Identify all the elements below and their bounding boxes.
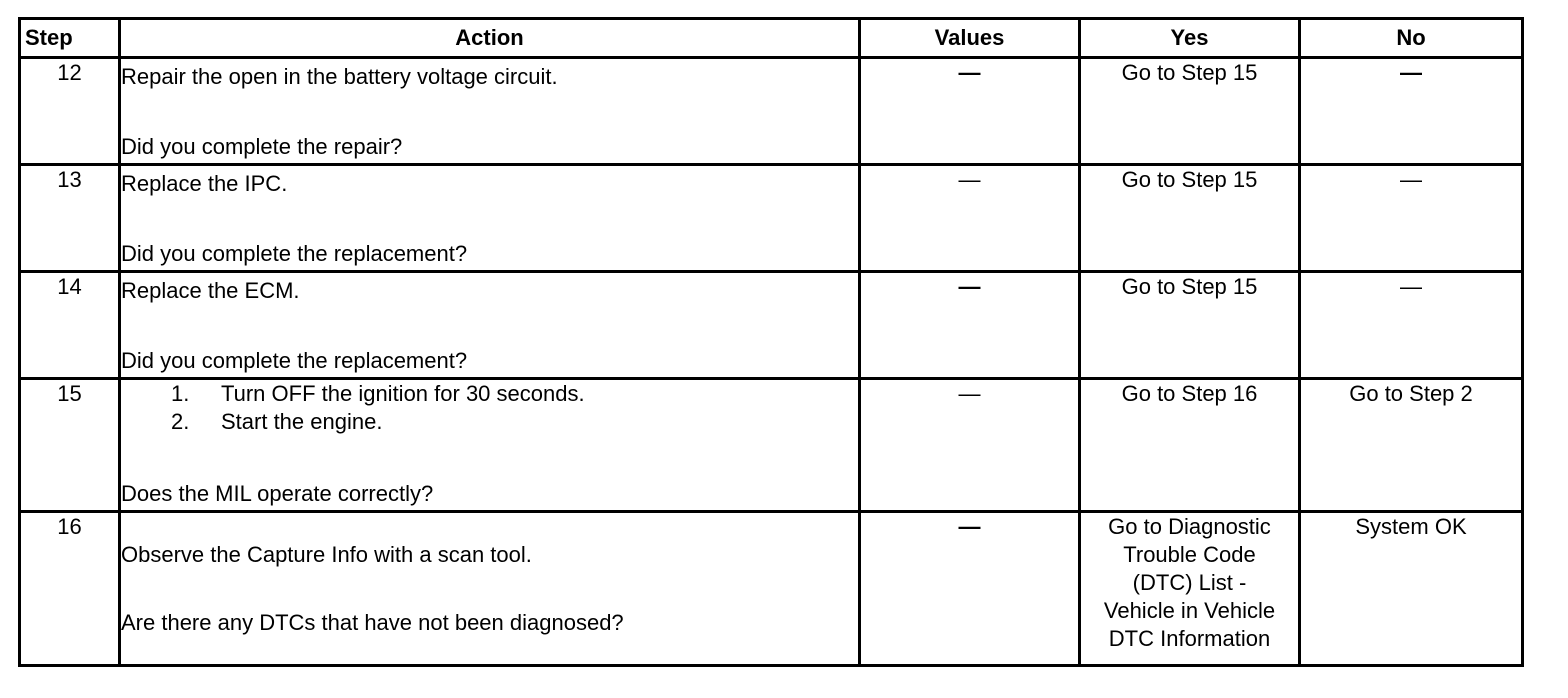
substep-text: Turn OFF the ignition for 30 seconds. [221, 381, 585, 406]
header-no: No [1300, 19, 1523, 58]
substep-item [171, 408, 858, 436]
step-number: 13 [20, 165, 120, 272]
diagnostic-table [18, 17, 1524, 667]
header-values: Values [860, 19, 1080, 58]
action-cell [120, 272, 860, 379]
step-number: 15 [20, 379, 120, 512]
no-cell: — [1300, 272, 1523, 379]
action-instruction: Repair the open in the battery voltage circuit. [121, 64, 558, 89]
action-instruction: Replace the ECM. [121, 278, 300, 303]
header-yes: Yes [1080, 19, 1300, 58]
action-cell [120, 58, 860, 165]
substep-number: 1. [171, 381, 190, 406]
action-question: Did you complete the repair? [121, 134, 403, 159]
no-cell: Go to Step 2 [1300, 379, 1523, 512]
step-number: 14 [20, 272, 120, 379]
header-action: Action [120, 19, 860, 58]
yes-cell [1080, 512, 1300, 666]
table-row [20, 165, 1523, 272]
yes-line: (DTC) List - [1132, 570, 1247, 595]
header-row [20, 19, 1523, 58]
values-cell: — [860, 58, 1080, 165]
yes-line: DTC Information [1108, 626, 1271, 651]
values-cell: — [860, 272, 1080, 379]
action-question: Are there any DTCs that have not been diagnosed? [121, 609, 624, 635]
table-row [20, 379, 1523, 512]
table-row [20, 512, 1523, 666]
yes-line: Go to Diagnostic [1108, 514, 1271, 539]
yes-cell: Go to Step 15 [1080, 165, 1300, 272]
action-instruction: Replace the IPC. [121, 171, 288, 196]
values-cell: — [860, 512, 1080, 666]
step-number: 16 [20, 512, 120, 666]
values-cell: — [860, 379, 1080, 512]
yes-line: Trouble Code [1123, 542, 1256, 567]
values-cell: — [860, 165, 1080, 272]
action-question: Did you complete the replacement? [121, 241, 468, 266]
yes-cell: Go to Step 15 [1080, 272, 1300, 379]
no-cell: System OK [1300, 512, 1523, 666]
header-step: Step [20, 19, 120, 58]
table-row [20, 272, 1523, 379]
action-instruction: Observe the Capture Info with a scan tool. [121, 541, 532, 567]
action-cell [120, 379, 860, 512]
action-question: Did you complete the replacement? [121, 348, 468, 373]
yes-cell: Go to Step 16 [1080, 379, 1300, 512]
step-number: 12 [20, 58, 120, 165]
no-cell: — [1300, 165, 1523, 272]
action-question: Does the MIL operate correctly? [121, 481, 434, 506]
substep-number: 2. [171, 409, 190, 434]
action-cell [120, 165, 860, 272]
yes-line: Vehicle in Vehicle [1103, 598, 1276, 623]
no-cell: — [1300, 58, 1523, 165]
action-cell [120, 512, 860, 666]
substep-item [171, 380, 858, 408]
substep-text: Start the engine. [221, 409, 383, 434]
table-row [20, 58, 1523, 165]
substep-list [121, 380, 858, 436]
yes-cell: Go to Step 15 [1080, 58, 1300, 165]
